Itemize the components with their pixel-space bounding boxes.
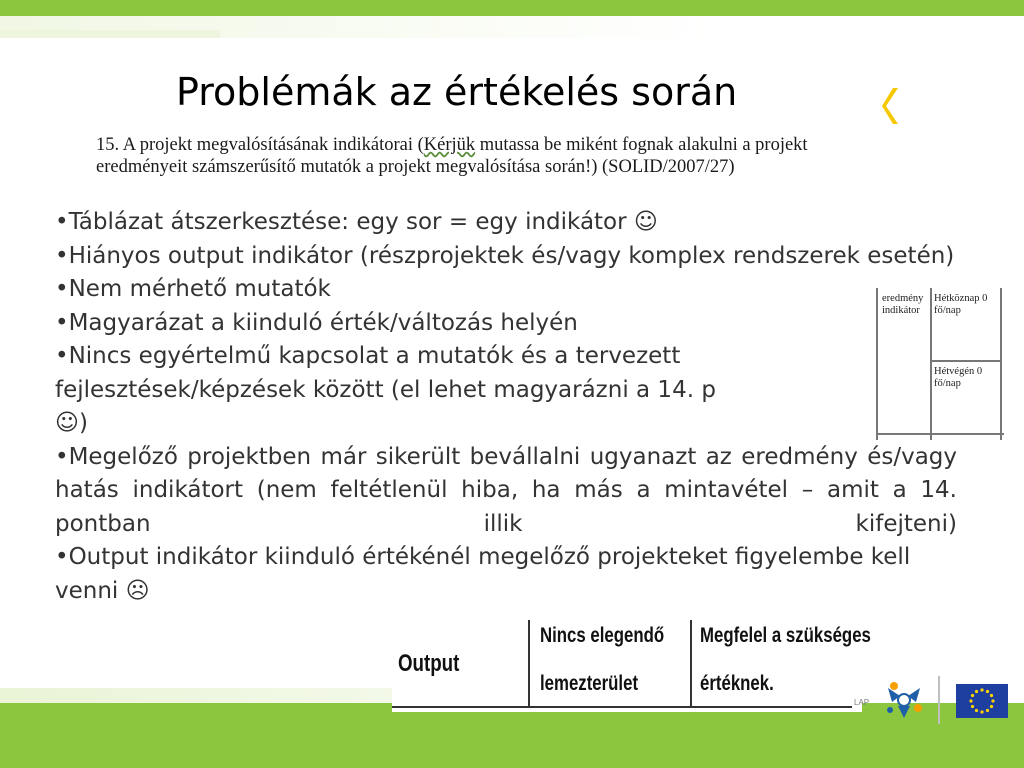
eu-flag-icon [956, 684, 1008, 718]
smile-icon: ☺ [633, 209, 658, 235]
output-cell-a1: Nincs elegendő [540, 624, 665, 647]
footer-fragment: LAP [854, 698, 870, 707]
top-accent-bar [0, 0, 1024, 16]
question-scan-text [96, 134, 886, 178]
table-border [1000, 288, 1002, 440]
organization-logo-icon [880, 678, 928, 722]
output-cell-b1: Megfelel a szükséges [700, 624, 871, 647]
smile-icon: ☺ [55, 410, 79, 436]
table-cell-weekday: Hétköznap 0 fő/nap [934, 293, 988, 316]
output-label: Output [398, 650, 460, 677]
table-border [930, 360, 1002, 362]
question-text-end: mutassa be miként fognak alakulni a projekt eredményeit számszerűsítő mutatók a projekt megvalósítása során!) (SOLID/2007/27) [96, 135, 808, 177]
table-border [876, 433, 1004, 435]
output-cell-a2: lemezterület [540, 672, 639, 695]
bullet-list [55, 206, 957, 608]
bullet-item: •Magyarázat a kiinduló érték/változás helyén [55, 309, 578, 336]
question-text-start: 15. A projekt megvalósításának indikátorai ( [96, 135, 424, 155]
bullet-item: •Output indikátor kiinduló értékénél megelőző projekteket figyelembe kell venni ☹ [55, 544, 911, 604]
bullet-item: •Nincs egyértelmű kapcsolat a mutatók és a tervezett fejlesztések/képzések között (el lehet magyarázni a 14. p ☺) [55, 343, 716, 436]
logo-divider [938, 676, 940, 724]
top-light-stripe [0, 30, 220, 38]
bullet-item: •Táblázat átszerkesztése: egy sor = egy indikátor ☺ [55, 209, 658, 235]
frown-icon: ☹ [125, 577, 150, 604]
bullet-item: •Nem mérhető mutatók [55, 276, 331, 302]
table-border [392, 706, 852, 708]
bullet-item: •Hiányos output indikátor (részprojektek és/vagy komplex rendszerek esetén) [55, 242, 955, 269]
indicator-table-snippet [876, 288, 1004, 440]
table-border [528, 620, 530, 708]
table-cell-indicator: eredmény indikátor [882, 293, 924, 316]
output-table-snippet [392, 620, 871, 712]
table-cell-weekend: Hétvégén 0 fő/nap [934, 366, 983, 389]
bottom-accent-bar [0, 703, 1024, 768]
question-text-spellcheck: Kérjük [423, 135, 476, 155]
table-border [876, 288, 878, 440]
slide-title: Problémák az értékelés során [176, 70, 738, 114]
chevron-left-icon [880, 86, 904, 126]
output-cell-b2: értéknek. [700, 672, 774, 695]
table-border [690, 620, 692, 708]
bullet-item: •Megelőző projektben már sikerült bevállalni ugyanazt az eredmény és/vagy hatás indikátort (nem feltétlenül hiba, ha más a mintavétel – amit a 14. pontban illik kifejteni) [55, 443, 957, 537]
